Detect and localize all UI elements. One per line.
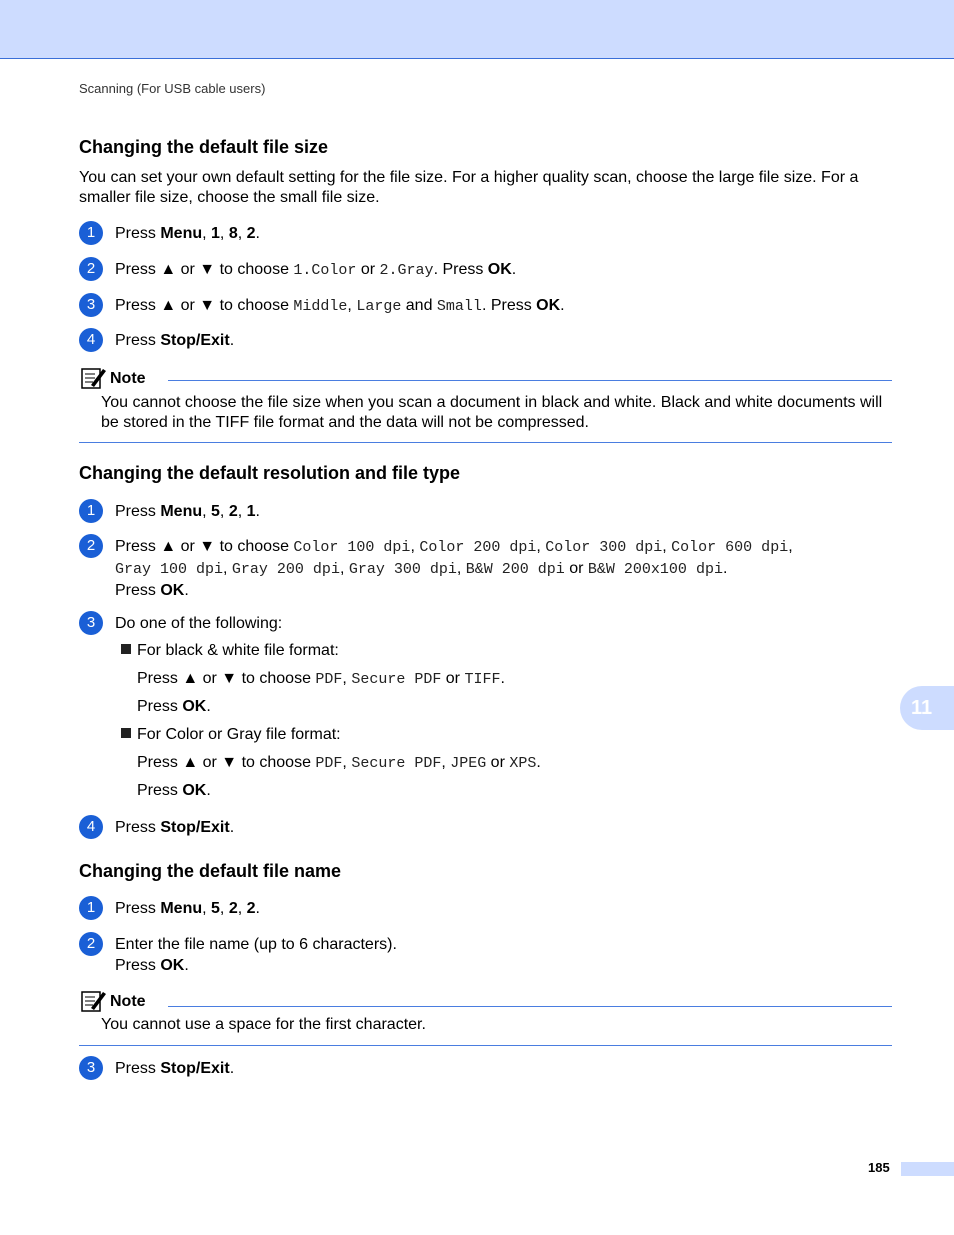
bullet-color-gray-format: For Color or Gray file format: (121, 725, 341, 745)
note-label: Note (110, 993, 146, 1010)
step-text: Press ▲ or ▼ to choose Middle, Large and Small. Press OK. (115, 297, 565, 315)
step-number-icon: 3 (79, 293, 103, 317)
note-rule (168, 1006, 892, 1007)
section-title-file-size: Changing the default file size (79, 137, 329, 157)
step-text: Press Menu, 5, 2, 1. (115, 503, 260, 520)
note-text: You cannot use a space for the first character. (101, 1016, 426, 1033)
step-number-icon: 4 (79, 328, 103, 352)
bw-choose-text: Press ▲ or ▼ to choose PDF, Secure PDF or TIFF. (137, 670, 505, 688)
step-number-icon: 1 (79, 221, 103, 245)
bullet-square-icon (121, 644, 131, 654)
note-bottom-rule (79, 1045, 892, 1046)
note-label: Note (110, 370, 146, 387)
section-intro: You can set your own default setting for the file size. For a higher quality scan, choose the large file size. For a smaller file size, choose the small file size. (79, 169, 859, 206)
step-number-icon: 3 (79, 1056, 103, 1080)
cg-choose-text: Press ▲ or ▼ to choose PDF, Secure PDF, JPEG or XPS. (137, 754, 541, 772)
step-number-icon: 2 (79, 534, 103, 558)
running-header: Scanning (For USB cable users) (79, 81, 266, 96)
section-title-resolution: Changing the default resolution and file type (79, 463, 461, 483)
step-number-icon: 4 (79, 815, 103, 839)
step-number-icon: 1 (79, 499, 103, 523)
note-pencil-icon (81, 989, 107, 1013)
step-text: Press Stop/Exit. (115, 332, 235, 349)
step-text: Press ▲ or ▼ to choose 1.Color or 2.Gray. Press OK. (115, 261, 517, 279)
step-number-icon: 3 (79, 611, 103, 635)
section-title-file-name: Changing the default file name (79, 861, 342, 881)
bullet-square-icon (121, 728, 131, 738)
step-text: Do one of the following: (115, 615, 283, 632)
step-text: Press ▲ or ▼ to choose Color 100 dpi, Color 200 dpi, Color 300 dpi, Color 600 dpi, Gray 100 dpi, Gray 200 dpi, Gray 300 dpi, B&W 200 dpi or B&W 200x100 dpi. Press OK. (115, 538, 793, 599)
step-number-icon: 2 (79, 257, 103, 281)
bw-ok-text: Press OK. (137, 698, 211, 715)
step-number-icon: 2 (79, 932, 103, 956)
footer-bar (901, 1162, 954, 1176)
step-text: Enter the file name (up to 6 characters). Press OK. (115, 936, 397, 974)
cg-ok-text: Press OK. (137, 782, 211, 799)
step-text: Press Menu, 5, 2, 2. (115, 900, 260, 917)
step-text: Press Stop/Exit. (115, 1060, 235, 1077)
bullet-bw-format: For black & white file format: (121, 641, 339, 661)
page-number: 185 (868, 1160, 890, 1175)
header-band (0, 0, 954, 59)
note-text: You cannot choose the file size when you scan a document in black and white. Black and white documents will be stored in the TIFF file format and the data will not be compressed. (101, 394, 883, 431)
note-box (79, 366, 892, 444)
note-pencil-icon (81, 366, 107, 390)
chapter-tab: 11 (900, 686, 954, 730)
note-box (79, 989, 892, 1049)
step-text: Press Menu, 1, 8, 2. (115, 225, 260, 242)
step-number-icon: 1 (79, 896, 103, 920)
note-bottom-rule (79, 442, 892, 443)
step-text: Press Stop/Exit. (115, 819, 235, 836)
note-rule (168, 380, 892, 381)
